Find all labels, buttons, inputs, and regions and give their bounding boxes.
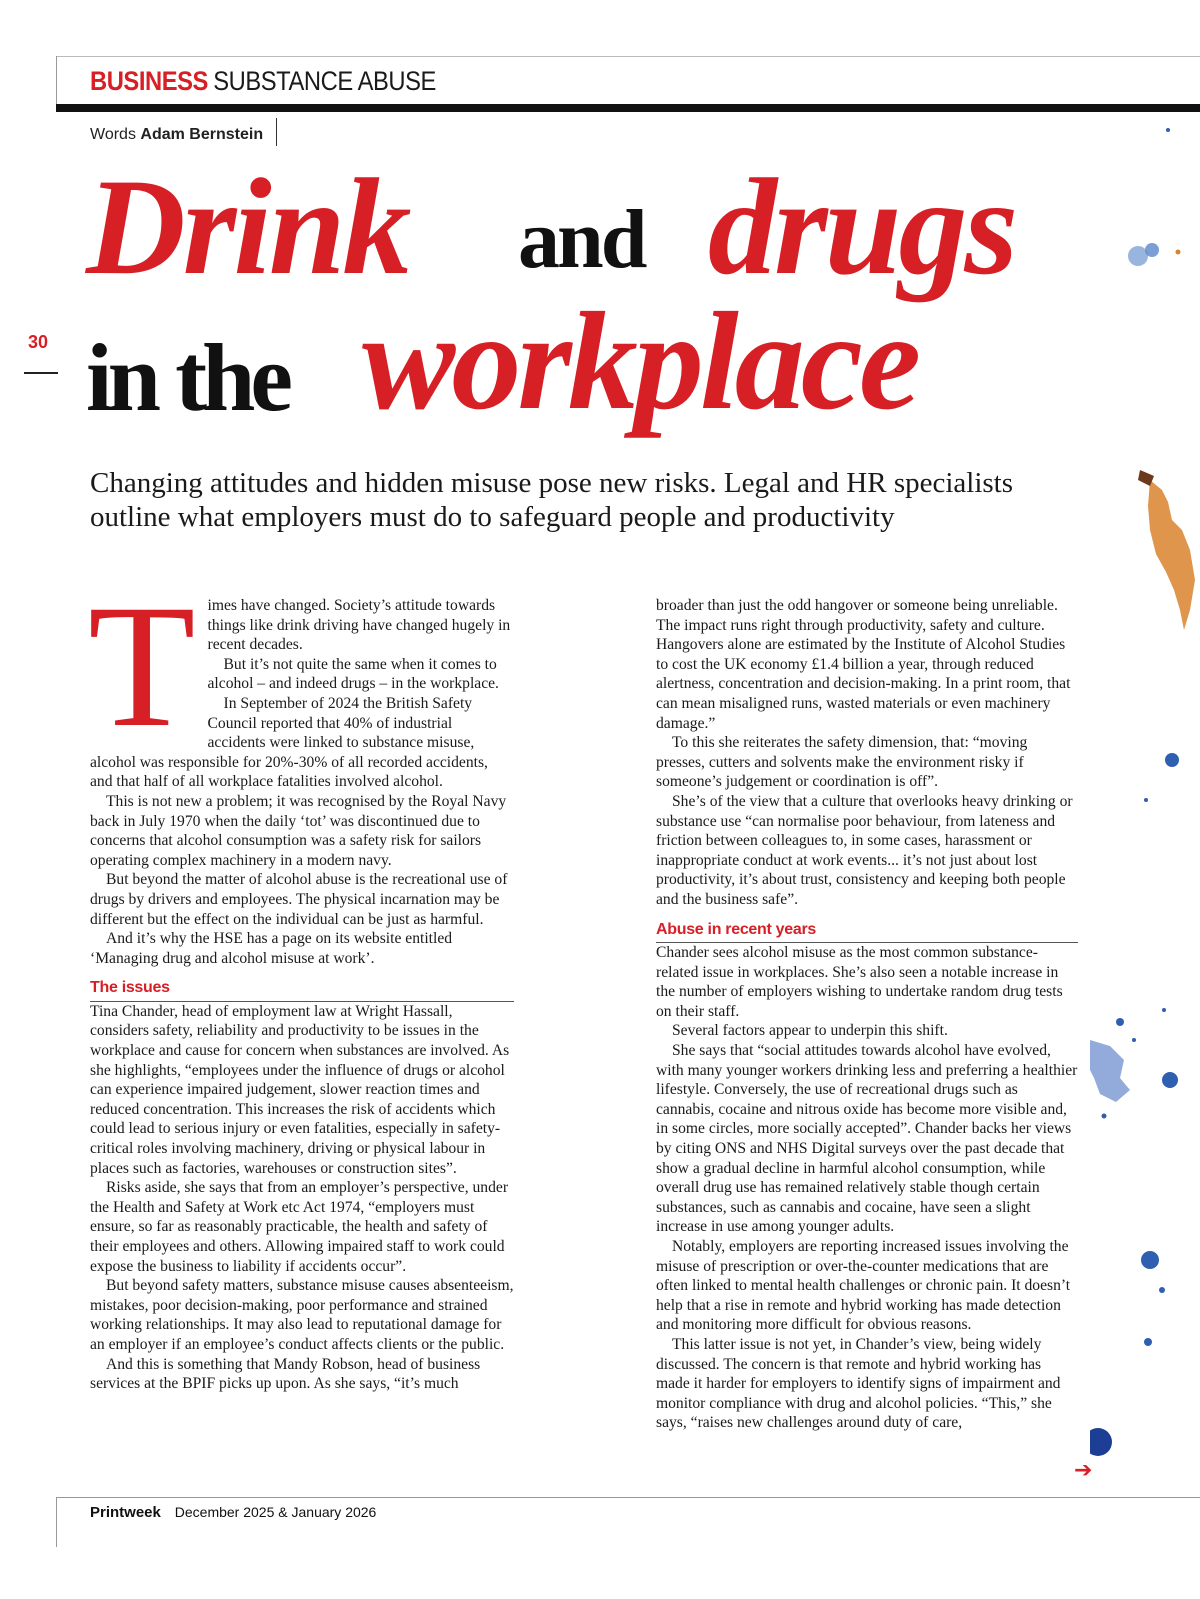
subhead-the-issues: The issues [90, 978, 514, 1002]
top-frame-line [56, 56, 1200, 57]
paragraph: imes have changed. Society’s attitude towards things like drink driving have changed hugely in recent decades. [207, 597, 511, 654]
footer-frame-line [56, 1497, 57, 1547]
paragraph: She’s of the view that a culture that overlooks heavy drinking or substance use “can normalise poor behaviour, from lateness and friction between colleagues to, in some cases, harassment or inappropriate conduct at work events... it’s not just about lost productivity, it’s about trust, consistency and keeping both people and the business safe”. [656, 792, 1073, 908]
paragraph: This latter issue is not yet, in Chander’s view, being widely discussed. The concern is that remote and hybrid working has made it harder for employers to identify signs of impairment and monitor compliance with drug and alcohol policies. “This,” she says, “raises new challenges around duty of care, [656, 1335, 1061, 1432]
paragraph: Several factors appear to underpin this shift. [672, 1022, 948, 1040]
paragraph: In September of 2024 the British Safety Council reported that 40% of industrial accidents were linked to substance misuse, alcohol was responsible for 20%-30% of all recorded accidents, and that half of all workplace fatalities involved alcohol. [90, 694, 488, 791]
left-frame-line [56, 56, 57, 104]
subsection-label: SUBSTANCE ABUSE [213, 66, 436, 96]
page-footer [90, 1504, 376, 1521]
drop-cap: T [88, 569, 196, 764]
paragraph: To this she reiterates the safety dimension, that: “moving presses, cutters and solvents make the environment risky if someone’s judgement or coordination is off”. [656, 734, 1028, 791]
headline-word-workplace: workplace [362, 284, 918, 439]
paragraph: She says that “social attitudes towards alcohol have evolved, with many younger workers drinking less and preferring a healthier lifestyle. Conversely, the use of recreational drugs such as cannabis, cocaine and nitrous oxide has become more visible and, in some circles, more socially accepted”. Chander backs her views by citing ONS and NHS Digital surveys over the past decade that show a gradual decline in harmful alcohol consumption, while overall drug use has remained relatively stable though certain substances, such as cannabis and cocaine, have seen a slight increase in use among younger adults. [656, 1042, 1078, 1236]
paragraph: But beyond the matter of alcohol abuse is the recreational use of drugs by drivers and employees. The physical incarnation may be different but the effect on the individual can be just as harmful. [90, 871, 508, 928]
page-number-rule [24, 372, 58, 374]
standfirst: Changing attitudes and hidden misuse pose new risks. Legal and HR specialists outline what employers must do to safeguard people and productivity [90, 467, 1014, 533]
subhead-abuse-in-recent-years: Abuse in recent years [656, 920, 1078, 944]
headline-word-and: and [518, 193, 645, 286]
byline [90, 126, 263, 144]
headline-word-in-the: in the [86, 324, 289, 431]
footer-rule [56, 1497, 1200, 1498]
paragraph: broader than just the odd hangover or someone being unreliable. The impact runs right through productivity, safety and culture. Hangovers alone are estimated by the Institute of Alcohol Studies to cost the UK economy £1.4 billion a year, through reduced alertness, concentration and decision-making. In a print room, that can mean misaligned runs, wasted materials or even machinery damage.” [656, 597, 1071, 732]
byline-prefix: Words [90, 126, 136, 143]
page-number: 30 [28, 332, 49, 352]
paragraph: Chander sees alcohol misuse as the most common substance-related issue in workplaces. She’s also seen a notable increase in the number of employers wishing to undertake random drug tests on their staff. [656, 944, 1063, 1020]
paragraph: Risks aside, she says that from an employer’s perspective, under the Health and Safety at Work etc Act 1974, “employers must ensure, so far as reasonably practicable, the health and safety of their employees and others. Allowing impaired staff to work could expose the business to liability if accidents occur”. [90, 1179, 509, 1275]
headline-word-drink: Drink [86, 150, 409, 303]
byline-author: Adam Bernstein [140, 126, 264, 143]
paragraph: But beyond safety matters, substance misuse causes absenteeism, mistakes, poor decision-making, poor performance and strained working relationships. It may also lead to reputational damage for an employer if an employee’s conduct affects clients or the public. [90, 1277, 514, 1353]
footer-brand: Printweek [90, 1504, 161, 1521]
paragraph: Notably, employers are reporting increased issues involving the misuse of prescription or over-the-counter medications that are often linked to mental health challenges or chronic pain. It doesn’t help that a rise in remote and hybrid working has made detection and monitoring more difficult for obvious reasons. [656, 1238, 1071, 1334]
article-column-left [88, 569, 514, 1394]
continue-arrow-icon: ➔ [1074, 1458, 1093, 1483]
footer-issue-date: December 2025 & January 2026 [174, 1504, 377, 1520]
paragraph: This is not new a problem; it was recognised by the Royal Navy back in July 1970 when the daily ‘tot’ was discontinued due to concerns that alcohol consumption was a safety risk for sailors operating complex machinery in a modern navy. [90, 792, 507, 869]
paragraph: And this is something that Mandy Robson, head of business services at the BPIF picks up upon. As she says, “it’s much [90, 1355, 481, 1393]
paragraph: Tina Chander, head of employment law at Wright Hassall, considers safety, reliability and productivity to be issues in the workplace and cause for concern when substances are involved. As she highlights, “employees under the influence of drugs or alcohol can experience impaired judgement, slower reaction times and reduced concentration. This increases the risk of accidents which could lead to serious injury or even fatalities, especially in safety-critical roles involving machinery, driving or physical labour in places such as factories, warehouses or construction sites”. [90, 1002, 510, 1177]
watercolor-decoration [1090, 110, 1200, 1470]
section-header [90, 66, 436, 97]
paragraph: But it’s not quite the same when it comes to alcohol – and indeed drugs – in the workplace. [207, 655, 499, 693]
article-column-right [656, 596, 1078, 1433]
paragraph: And it’s why the HSE has a page on its website entitled ‘Managing drug and alcohol misuse at work’. [90, 930, 453, 967]
byline-divider [276, 118, 277, 146]
section-label: BUSINESS [90, 66, 208, 96]
header-rule [56, 104, 1200, 112]
ink-splatter-decoration [1090, 128, 1195, 1458]
headline-word-drugs: drugs [708, 150, 1016, 303]
